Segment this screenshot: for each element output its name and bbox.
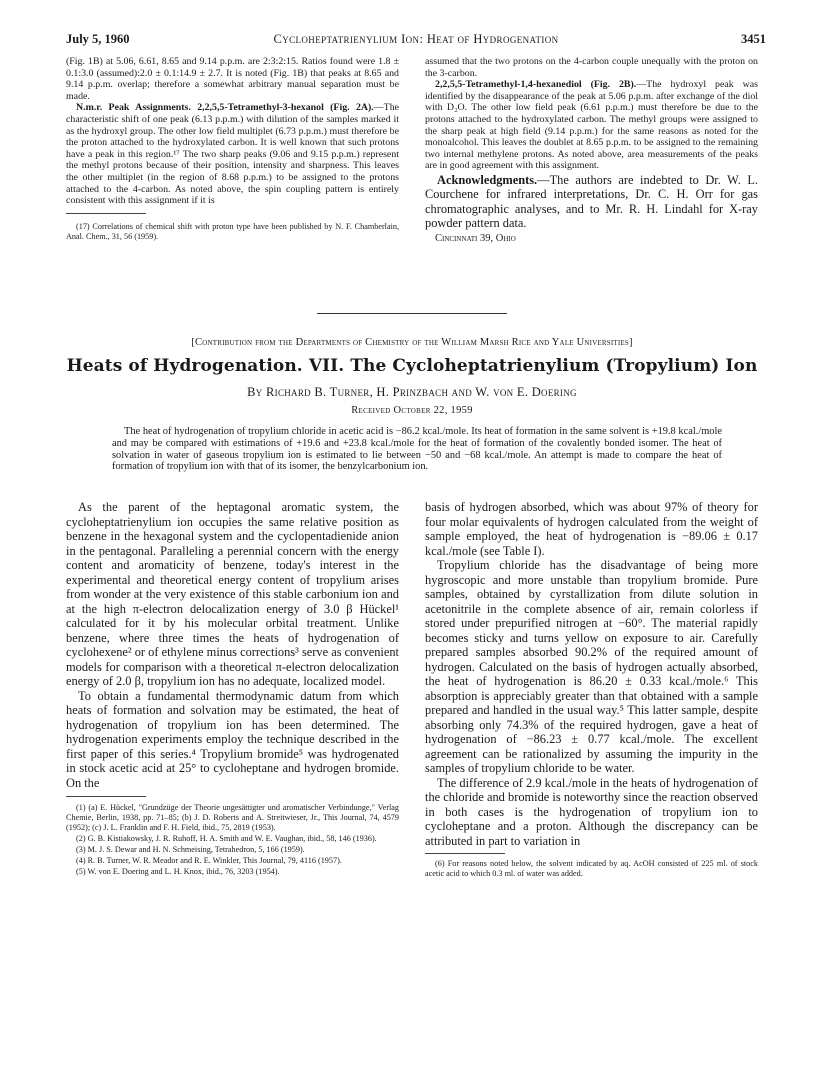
- paragraph: [66, 102, 399, 206]
- article-right-column: [425, 500, 758, 880]
- footnote-divider: [66, 796, 146, 797]
- article-divider: [317, 313, 507, 314]
- contribution-line: [Contribution from the Departments of Chemistry of the William Marsh Rice and Yale Universities]: [191, 337, 633, 348]
- paragraph: To obtain a fundamental thermodynamic datum from which heats of formation and solvation may be estimated, the heat of hydrogenation of tropylium ion has been determined. The hydrogenation experiments employ the technique described in the first paper of this series.⁴ Tropylium bromide⁵ was hydrogenated in stock acetic acid at 25° to cycloheptane and hydrogen bromide. On the: [66, 688, 399, 790]
- footnote: (17) Correlations of chemical shift with proton type have been published by N. F. Chamberlain, Anal. Chem., 31, 56 (1959).: [66, 221, 399, 241]
- footnote: (3) M. J. S. Dewar and H. N. Schmeising, Tetrahedron, 5, 166 (1959).: [76, 845, 305, 854]
- footnotes: [425, 859, 758, 879]
- acknowledgments: [425, 173, 758, 231]
- paragraph-text: —The authors are indebted to Dr. W. L. Courchene for infrared interpretations, Dr. C. H. Orr for gas chromatographic analyses, and to Mr. R. H. Lindahl for X-ray powder pattern data.: [425, 172, 758, 231]
- abstract: The heat of hydrogenation of tropylium chloride in acetic acid is −86.2 kcal./mole. Its heat of formation in the same solvent is +19.8 kcal./mole and may be compared with estimations of +19.6 and +23.8 kcal./mole for the heat of formation of the covalently bonded isomer. The heat of solvation in water of gaseous tropylium ion is estimated to lie between −50 and −68 kcal./mole. An attempt is made to compare the heat of formation of tropylium ion with that of its isomer, the benzylcarbonium ion.: [112, 426, 722, 473]
- footnote: (4) R. B. Turner, W. R. Meador and R. E. Winkler, This Journal, 79, 4116 (1957).: [76, 856, 342, 865]
- paragraph: The difference of 2.9 kcal./mole in the heats of hydrogenation of the chloride and bromide is noteworthy since the reaction observed in both cases is the hydrogenation of tropylium ion to cycloheptane and a proton. Although the discrepancy can be attributed in part to variation in: [425, 775, 758, 848]
- previous-article-left-column: [66, 56, 399, 243]
- body-text: [425, 500, 758, 848]
- footnote: (5) W. von E. Doering and L. H. Knox, ibid., 76, 3203 (1954).: [76, 867, 280, 876]
- running-header: [66, 32, 766, 48]
- section-heading: 2,2,5,5-Tetramethyl-1,4-hexanediol (Fig. 2B).: [435, 79, 637, 91]
- paragraph: Tropylium chloride has the disadvantage of being more hygroscopic and more unstable than tropylium bromide. Pure samples, obtained by cyrstallization from dilute solution in acetonitrile in the complete absence of air, remain colorless if stored under prepurified nitrogen at −60°. The material rapidly becomes sticky and turns yellow on exposure to air. Carefully prepared samples absorbed 90.2% of the required amount of hydrogen. Calculated on the basis of hydrogen actually absorbed, the heat of hydrogenation is 86.20 ± 0.33 kcal./mole.⁶ This absorption is appreciably greater than that obtained with a sample prepared and handled in the usual way.⁵ This latter sample, despite absorbing only 74.3% of the required hydrogen, gave a heat of hydrogenation of −86.23 ± 0.77 kcal./mole. The excellent agreement can be rationalized by assuming the impurity in the samples of tropylium chloride to be water.: [425, 558, 758, 775]
- paragraph: (Fig. 1B) at 5.06, 6.61, 8.65 and 9.14 p.p.m. are 2:3:2:15. Ratios found were 1.8 ± 0.1:3.0 (assumed):2.0 ± 0.1:14.9 ± 2.7. It is noted (Fig. 1B) that peaks at 8.65 and 9.14 p.p.m. overlap; therefore a somewhat arbitrary manual separation must be made.: [66, 56, 399, 102]
- article-title: Heats of Hydrogenation. VII. The Cycloheptatrienylium (Tropylium) Ion: [66, 356, 758, 376]
- header-running-title: Cycloheptatrienylium Ion: Heat of Hydrogenation: [273, 32, 559, 46]
- footnotes: [66, 222, 399, 242]
- footnote-divider: [425, 853, 505, 854]
- section-heading: 2,2,5,5-Tetramethyl-3-hexanol (Fig. 2A).: [197, 102, 374, 114]
- header-page-number: 3451: [741, 32, 766, 46]
- footnote: (6) For reasons noted below, the solvent indicated by aq. AcOH consisted of 225 ml. of stock acetic acid to which 0.3 ml. of water was added.: [425, 859, 758, 878]
- paragraph: basis of hydrogen absorbed, which was about 97% of theory for four molar equivalents of hydrogen calculated from the weight of sample employed, the heat of hydrogenation is −89.06 ± 0.17 kcal./mole (see Table I).: [425, 500, 758, 558]
- footnote-divider: [66, 213, 146, 214]
- section-heading: N.m.r. Peak Assignments.: [76, 102, 191, 114]
- paragraph-text: —The characteristic shift of one peak (6.13 p.p.m.) with dilution of the samples marked it as the hydroxyl group. The other low field multiplet (6.73 p.p.m.) must therefore be the proton attached to the hydroxylated carbon. It is well known that such protons have a peak in this region.¹⁷ The two sharp peaks (9.06 and 9.15 p.p.m.) represent the methyl protons because of their position, intensity and sharpness. This leaves the other multiplet (in the region of 8.68 p.p.m.) to be assigned to the protons attached to the 4-carbon. As noted above, the spin coupling pattern is entirely consistent with this assignment if it is: [66, 102, 400, 207]
- section-heading: Acknowledgments.: [437, 172, 538, 187]
- paragraph-text: —The hydroxyl peak was identified by the disappearance of the peak at 5.06 p.p.m. after exchange of the diol with D₂O. The other low field peak (6.61 p.p.m.) must therefore be due to the protons attached to the hydroxylated carbon. The methyl groups were assigned to the sharp peak at high field (9.14 p.p.m.) for the same reasons as noted for the monoalcohol. This leaves the doublet at 8.65 p.p.m. to be assigned to the remaining two internal methylene protons. As noted above, area measurements of the peaks are in good agreement with this assignment.: [425, 79, 758, 172]
- footnote: (1) (a) E. Hückel, "Grundzüge der Theorie ungesättigter und aromatischer Verbindunge," Verlag Chemie, Berlin, 1938, pp. 71–85; (b) J. D. Roberts and A. Streitwieser, Jr., This Journal, 74, 4579 (1952); (c) J. L. Franklin and F. H. Field, ibid., 75, 2819 (1953).: [66, 803, 399, 832]
- footnote: (2) G. B. Kistiakowsky, J. R. Ruhoff, H. A. Smith and W. E. Vaughan, ibid., 58, 146 (1936).: [76, 834, 377, 843]
- previous-article-right-column: [425, 56, 758, 245]
- article-left-column: [66, 500, 399, 878]
- paragraph: assumed that the two protons on the 4-carbon couple unequally with the proton on the 3-carbon.: [425, 56, 758, 79]
- article-authors: By Richard B. Turner, H. Prinzbach and W. von E. Doering: [247, 385, 577, 399]
- paragraph: As the parent of the heptagonal aromatic system, the cycloheptatrienylium ion occupies the same relative position as benzene in the hexagonal system and the cyclopentadienide anion in the pentagonal. Paralleling a perennial concern with the energy content and aromaticity of benzene, today's interest in the experimental and theoretical energy content of tropylium arises from wonder at the very existence of this stable carbonium ion and at the high π-electron delocalization energy of 3.0 β Hückel¹ calculated for it by his molecular orbital treatment. Unlike benzene, where three times the heats of hydrogenation of cyclohexene² or of ethylene minus corrections³ serve as convenient models for comparison with a theoretical π-electron delocalization energy of 2.0 β, tropylium ion has no adequate, localized model.: [66, 500, 399, 688]
- footnotes: [66, 803, 399, 877]
- header-date: July 5, 1960: [66, 32, 130, 46]
- received-date: Received October 22, 1959: [351, 405, 473, 416]
- author-location: Cincinnati 39, Ohio: [435, 232, 516, 244]
- paragraph: [425, 79, 758, 172]
- body-text: [66, 500, 399, 790]
